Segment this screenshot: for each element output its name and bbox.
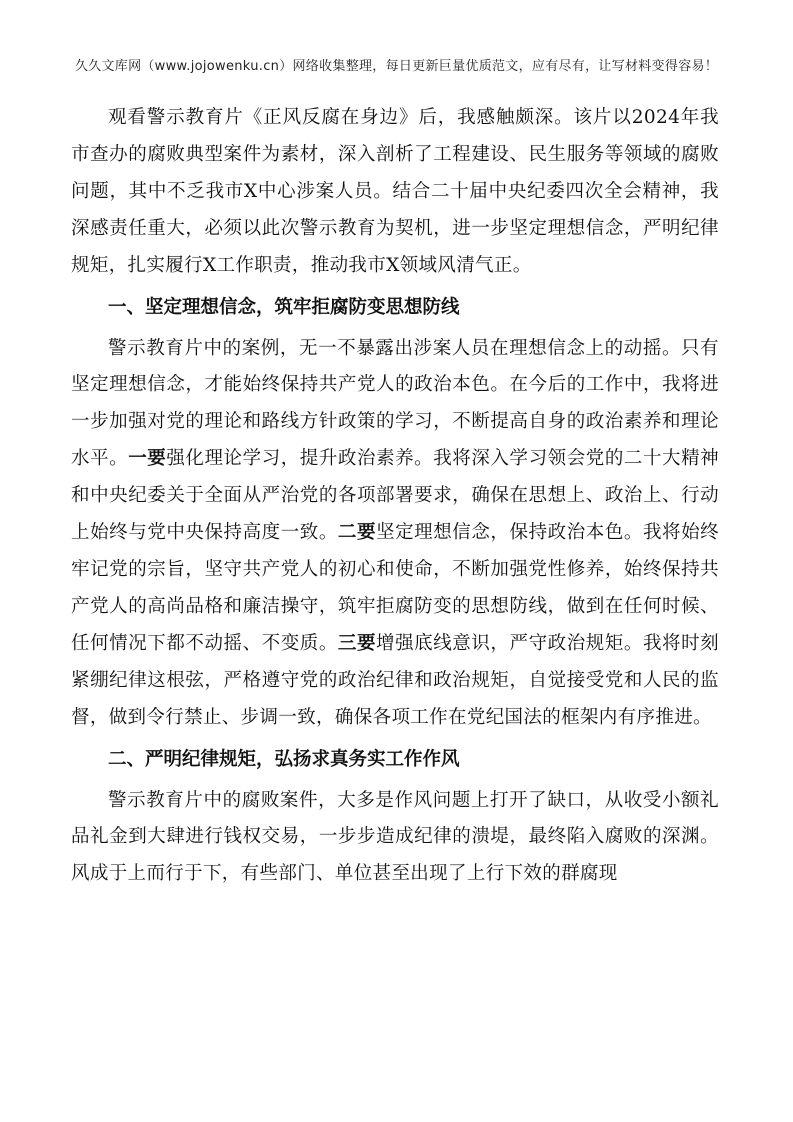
point-2-text: 坚定理想信念，保持政治本色。我将始终牢记党的宗旨，坚守共产党人的初心和使命，不断加强党性修养，始终保持共产党人的高尚品格和廉洁操守，筑牢拒腐防变的思想防线，做到在任何时候、任何情况下都不动摇、不变质。 [71, 522, 719, 654]
point-1-keyword: 一要 [128, 448, 167, 470]
point-3-text: 增强底线意识，严守政治规矩。我将时刻紧绷纪律这根弦，严格遵守党的政治纪律和政治规矩，自觉接受党和人民的监督，做到令行禁止、步调一致，确保各项工作在党纪国法的框架内有序推进。 [71, 632, 719, 728]
point-3-keyword: 三要 [337, 632, 377, 654]
section-1-heading: 一、坚定理想信念，筑牢拒腐防变思想防线 [108, 296, 460, 318]
section-2-paragraph: 警示教育片中的腐败案件，大多是作风问题上打开了缺口，从收受小额礼品礼金到大肆进行钱权交易，一步步造成纪律的溃堤，最终陷入腐败的深渊。风成于上而行于下，有些部门、单位甚至出现了上行下效的群腐现 [71, 789, 719, 885]
header-banner: 久久文库网（www.jojowenku.cn）网络收集整理，每日更新巨量优质范文，应有尽有，让写材料变得容易！ [74, 59, 719, 74]
section-2-heading: 二、严明纪律规矩，弘扬求真务实工作作风 [108, 748, 460, 770]
point-2-keyword: 二要 [337, 522, 377, 544]
intro-paragraph: 观看警示教育片《正风反腐在身边》后，我感触颇深。该片以2024年我市查办的腐败典型案件为素材，深入剖析了工程建设、民生服务等领域的腐败问题，其中不乏我市X中心涉案人员。结合二十届中央纪委四次全会精神，我深感责任重大，必须以此次警示教育为契机，进一步坚定理想信念，严明纪律规矩，扎实履行X工作职责，推动我市X领域风清气正。 [71, 107, 719, 276]
section-1-paragraph [71, 331, 719, 737]
point-1-text: 强化理论学习，提升政治素养。我将深入学习领会党的二十大精神和中央纪委关于全面从严治党的各项部署要求，确保在思想上、政治上、行动上始终与党中央保持高度一致。 [71, 448, 720, 544]
section-1-intro-text: 警示教育片中的案例，无一不暴露出涉案人员在理想信念上的动摇。只有坚定理想信念，才能始终保持共产党人的政治本色。在今后的工作中，我将进一步加强对党的理论和路线方针政策的学习，不断提高自身的政治素养和理论水平。 [71, 337, 719, 470]
document-body [71, 100, 719, 893]
